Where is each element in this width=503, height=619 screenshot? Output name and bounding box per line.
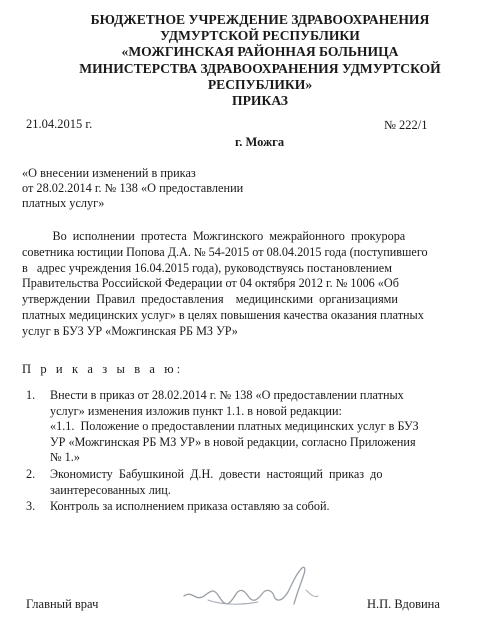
preamble-line: утверждении Правил предоставления медицинскими организациями	[22, 292, 398, 307]
item-line: «1.1. Положение о предоставлении платных медицинских услуг в БУЗ	[50, 419, 419, 434]
preamble-line: в адрес учреждения 16.04.2015 года), руководствуясь постановлением	[22, 260, 392, 275]
order-date: 21.04.2015 г.	[26, 117, 93, 131]
order-item	[22, 467, 497, 498]
preamble-line: Во исполнении протеста Можгинского межрайонного прокурора	[22, 229, 406, 243]
signatory-title: Главный врач	[26, 597, 99, 611]
order-subject	[22, 166, 243, 211]
item-line: Контроль за исполнением приказа оставляю за собой.	[50, 499, 330, 514]
preamble-line: услуг в БУЗ УР «Можгинская РБ МЗ УР»	[22, 323, 238, 338]
order-number: № 222/1	[384, 118, 428, 132]
subject-line: «О внесении изменений в приказ	[22, 166, 196, 180]
header-line: РЕСПУБЛИКИ»	[207, 76, 313, 92]
document-header	[40, 12, 480, 109]
signatory-name: Н.П. Вдовина	[367, 597, 440, 611]
header-line: БЮДЖЕТНОЕ УЧРЕЖДЕНИЕ ЗДРАВООХРАНЕНИЯ	[90, 12, 430, 27]
item-number: 1.	[26, 388, 36, 402]
order-items	[22, 388, 497, 516]
item-line: услуг» изменения изложив пункт 1.1. в новой редакции:	[50, 403, 342, 418]
header-line: «МОЖГИНСКАЯ РАЙОННАЯ БОЛЬНИЦА	[121, 44, 399, 60]
item-line: заинтересованных лиц.	[50, 482, 171, 497]
header-line: УДМУРТСКОЙ РЕСПУБЛИКИ	[160, 28, 360, 44]
order-item	[22, 499, 497, 515]
document-type: ПРИКАЗ	[232, 93, 288, 109]
item-number: 3.	[26, 499, 36, 514]
subject-line: платных услуг»	[22, 196, 105, 210]
item-line: Экономисту Бабушкиной Д.Н. довести настоящий приказ до	[50, 466, 383, 481]
order-city: г. Можга	[235, 135, 285, 149]
preamble-line: советника юстиции Попова Д.А. № 54-2015 от 08.04.2015 года (поступившего	[22, 244, 428, 259]
preamble-line: Правительства Российской Федерации от 04 октября 2012 г. № 1006 «Об	[22, 276, 399, 291]
orders-label: П р и к а з ы в а ю:	[22, 362, 184, 376]
subject-line: от 28.02.2014 г. № 138 «О предоставлении	[22, 181, 244, 195]
handwritten-signature	[178, 560, 328, 616]
header-line: МИНИСТЕРСТВА ЗДРАВООХРАНЕНИЯ УДМУРТСКОЙ	[79, 60, 441, 76]
item-line: Внести в приказ от 28.02.2014 г. № 138 «О предоставлении платных	[50, 388, 404, 402]
preamble-paragraph	[22, 229, 494, 340]
item-line: № 1.»	[50, 450, 80, 465]
item-number: 2.	[26, 466, 36, 481]
preamble-line: платных медицинских услуг» в целях повышения качества оказания платных	[22, 307, 424, 322]
order-item	[22, 388, 497, 466]
item-line: УР «Можгинская РБ МЗ УР» в новой редакции, согласно Приложения	[50, 434, 416, 449]
